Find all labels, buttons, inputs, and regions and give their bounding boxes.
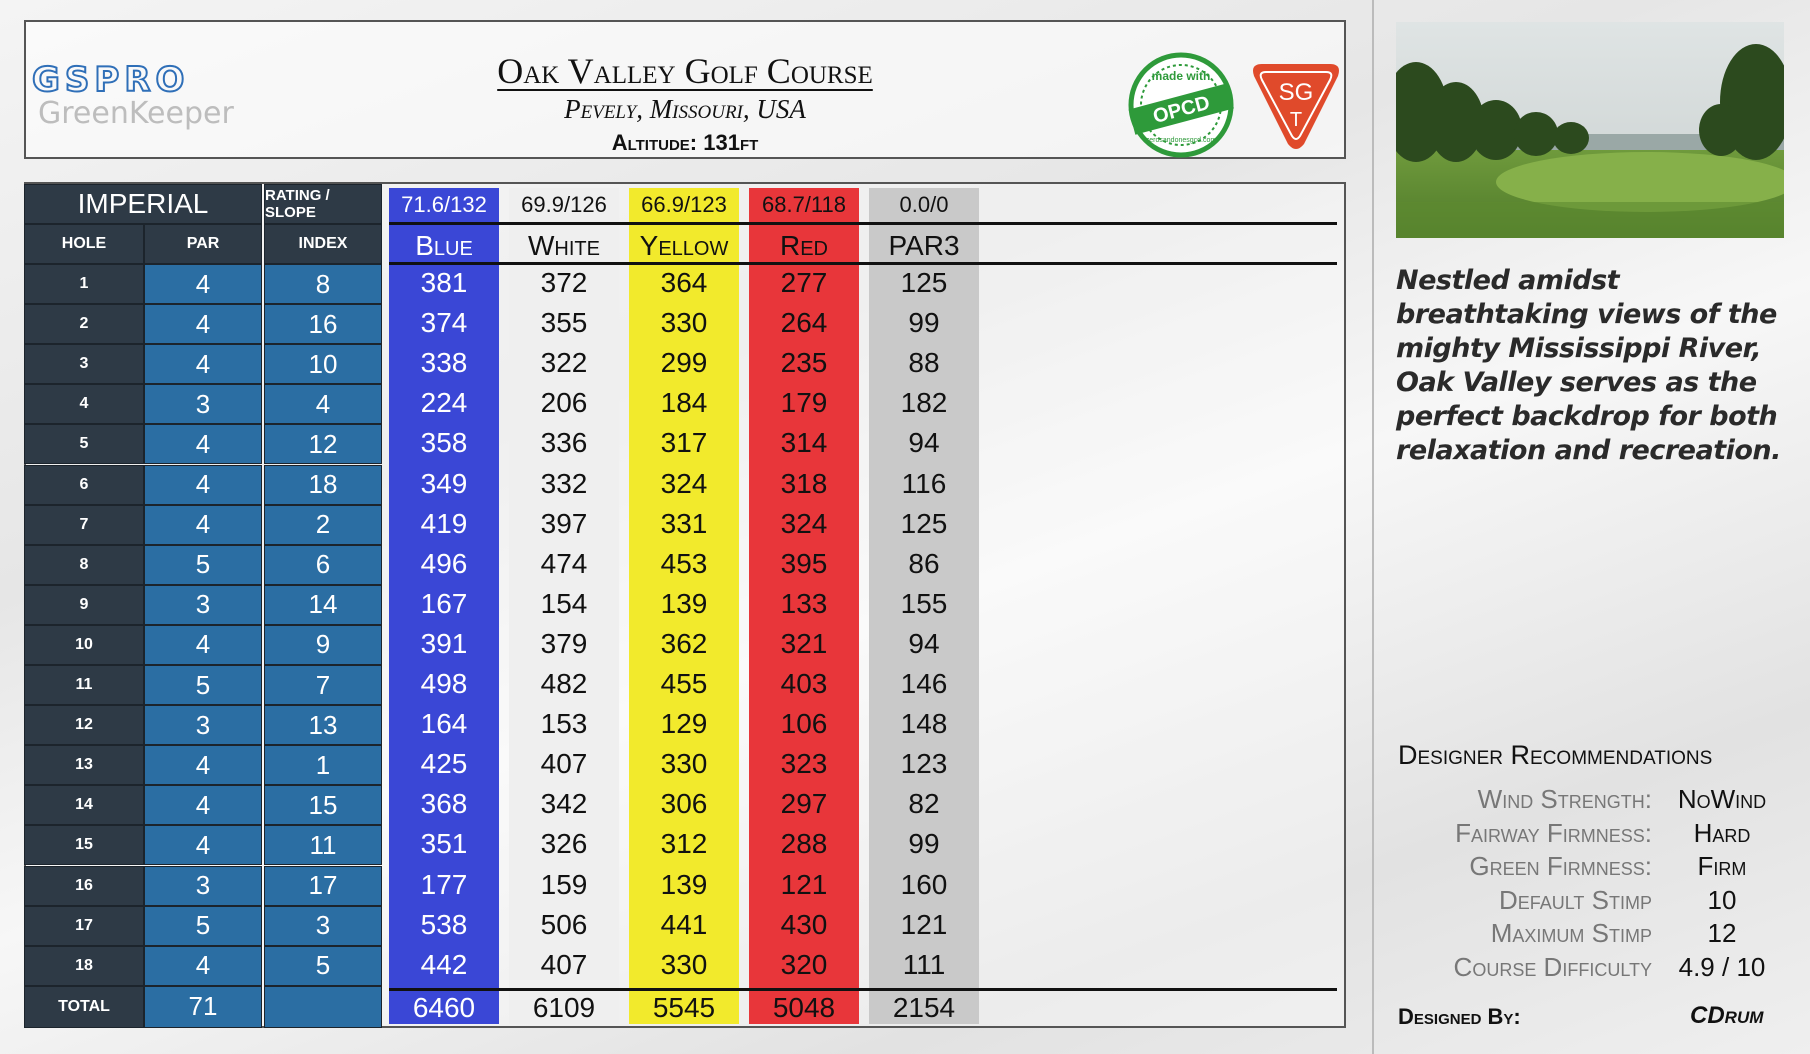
designed-by-label: Designed By: <box>1398 1004 1521 1029</box>
hole-number: 3 <box>24 344 144 384</box>
hole-yardage: 160 <box>900 868 948 900</box>
hole-yardage: 351 <box>420 828 468 860</box>
header-rule-bottom <box>389 262 1337 265</box>
hole-index: 18 <box>264 465 382 505</box>
hole-yardage: 358 <box>420 427 468 459</box>
hole-number: 17 <box>24 906 144 946</box>
recommendation-value: 12 <box>1707 918 1737 948</box>
hole-yardage: 99 <box>908 828 940 860</box>
hole-yardage: 125 <box>900 267 948 298</box>
hole-par: 4 <box>144 946 262 986</box>
hole-number: 7 <box>24 505 144 545</box>
hole-index: 12 <box>264 424 382 464</box>
hole-yardage: 538 <box>420 908 468 940</box>
recommendation-label: Maximum Stimp <box>1490 918 1652 948</box>
svg-text:made with: made with <box>1151 69 1211 83</box>
hole-yardage: 306 <box>660 788 708 820</box>
hole-yardage: 482 <box>540 668 588 699</box>
svg-text:SG: SG <box>1278 79 1314 106</box>
recommendation-label: Default Stimp <box>1498 884 1652 915</box>
hole-yardage: 321 <box>780 627 828 659</box>
recommendation-label: Wind Strength: <box>1477 784 1652 814</box>
hole-yardage: 419 <box>420 507 468 539</box>
hole-index: 4 <box>264 384 382 424</box>
hole-number: 1 <box>24 264 144 304</box>
hole-yardage: 330 <box>660 748 708 780</box>
hole-yardage: 125 <box>900 507 948 539</box>
hole-par: 3 <box>144 866 262 906</box>
hole-yardage: 184 <box>660 387 708 419</box>
hole-yardage: 442 <box>420 948 468 980</box>
par-total: 71 <box>144 986 262 1028</box>
hole-number: 15 <box>24 825 144 865</box>
hole-number: 16 <box>24 866 144 906</box>
hole-number: 13 <box>24 745 144 785</box>
hole-yardage: 235 <box>780 347 828 379</box>
tee-total-yardage: 5048 <box>772 991 836 1023</box>
tee-name: Yellow <box>639 230 729 261</box>
hole-yardage: 148 <box>900 708 948 740</box>
tee-rating-slope: 66.9/123 <box>641 192 727 217</box>
hole-yardage: 297 <box>780 788 828 820</box>
hole-yardage: 123 <box>900 748 948 780</box>
hole-yardage: 324 <box>780 507 828 539</box>
hole-par: 4 <box>144 505 262 545</box>
hole-yardage: 179 <box>780 387 828 419</box>
hole-index: 7 <box>264 665 382 705</box>
hole-par: 4 <box>144 304 262 344</box>
course-location: Pevely, Missouri, USA <box>564 94 806 124</box>
hole-yardage: 116 <box>901 467 947 499</box>
hole-yardage: 403 <box>780 668 828 699</box>
total-label: TOTAL <box>24 986 144 1028</box>
svg-text:T: T <box>1289 109 1303 131</box>
hole-number: 2 <box>24 304 144 344</box>
hole-yardage: 106 <box>780 708 828 740</box>
recommendation-value: 10 <box>1707 884 1737 915</box>
hole-number: 8 <box>24 545 144 585</box>
hole-yardage: 407 <box>540 948 588 980</box>
hole-yardage: 206 <box>540 387 588 419</box>
hole-yardage: 264 <box>780 307 828 339</box>
course-photo <box>1396 22 1784 238</box>
tee-column-white <box>509 188 619 1024</box>
hole-yardage: 430 <box>780 908 828 940</box>
recommendation-label: Fairway Firmness: <box>1455 817 1652 848</box>
hole-yardage: 391 <box>420 627 468 659</box>
hole-yardage: 155 <box>900 587 948 619</box>
hole-yardage: 224 <box>420 387 468 419</box>
hole-yardage: 355 <box>540 307 588 339</box>
hole-yardage: 395 <box>780 547 828 579</box>
hole-par: 4 <box>144 465 262 505</box>
hole-par: 4 <box>144 424 262 464</box>
hole-index: 16 <box>264 304 382 344</box>
tee-total-yardage: 6109 <box>532 991 596 1023</box>
hole-yardage: 164 <box>420 708 468 740</box>
tee-total-yardage: 6460 <box>412 991 476 1023</box>
hole-yardage: 326 <box>540 828 588 860</box>
hole-yardage: 154 <box>540 587 588 619</box>
hole-yardage: 474 <box>540 547 588 579</box>
sgt-logo-icon <box>1248 60 1344 152</box>
hole-index: 9 <box>264 625 382 665</box>
hole-yardage: 397 <box>540 507 588 539</box>
course-altitude: Altitude: 131ft <box>611 130 759 155</box>
hole-number: 12 <box>24 705 144 745</box>
hole-yardage: 146 <box>900 668 948 699</box>
hole-par: 3 <box>144 585 262 625</box>
hole-index: 2 <box>264 505 382 545</box>
tee-name: White <box>528 230 600 261</box>
recommendation-label: Green Firmness: <box>1469 851 1652 881</box>
designer-name: CDrum <box>1690 1002 1764 1029</box>
header-rule-top <box>389 222 1337 225</box>
hole-par: 4 <box>144 825 262 865</box>
recommendation-value: NoWind <box>1677 784 1767 814</box>
hole-yardage: 312 <box>660 828 708 860</box>
hole-yardage: 455 <box>660 668 708 699</box>
hole-par: 4 <box>144 785 262 825</box>
hole-yardage: 82 <box>908 788 940 820</box>
hole-par: 5 <box>144 665 262 705</box>
hole-yardage: 99 <box>908 307 940 339</box>
course-title: Oak Valley Golf Course <box>497 51 873 91</box>
hole-index: 1 <box>264 745 382 785</box>
hole-yardage: 322 <box>540 347 588 379</box>
hole-yardage: 498 <box>420 668 468 699</box>
opcd-badge-icon <box>1126 50 1236 160</box>
hole-yardage: 288 <box>780 828 828 860</box>
hole-yardage: 94 <box>908 627 940 659</box>
hole-yardage: 299 <box>660 347 708 379</box>
hole-yardage: 133 <box>780 587 828 619</box>
hole-yardage: 182 <box>900 387 948 419</box>
hole-index: 8 <box>264 264 382 304</box>
tee-rating-slope: 69.9/126 <box>521 192 607 217</box>
hole-par: 4 <box>144 745 262 785</box>
tee-total-yardage: 5545 <box>652 991 716 1023</box>
hole-number: 5 <box>24 424 144 464</box>
hole-yardage: 318 <box>780 467 828 499</box>
hole-yardage: 277 <box>780 267 828 298</box>
greenkeeper-logo: GreenKeeper <box>38 96 234 131</box>
hole-yardage: 177 <box>420 868 468 900</box>
hole-yardage: 121 <box>900 908 948 940</box>
hole-par: 4 <box>144 344 262 384</box>
hole-yardage: 167 <box>420 587 468 619</box>
hole-index: 17 <box>264 866 382 906</box>
hole-yardage: 364 <box>660 267 708 298</box>
hole-number: 10 <box>24 625 144 665</box>
hole-yardage: 323 <box>780 748 828 780</box>
hole-number: 18 <box>24 946 144 986</box>
hole-yardage: 314 <box>780 427 828 459</box>
hole-index: 3 <box>264 906 382 946</box>
hole-yardage: 453 <box>660 547 708 579</box>
hole-yardage: 368 <box>420 788 468 820</box>
panel-divider <box>1372 0 1374 1054</box>
hole-yardage: 381 <box>420 267 468 298</box>
recommendation-value: Hard <box>1693 817 1751 848</box>
tee-column-yellow <box>629 188 739 1024</box>
tee-name: PAR3 <box>888 230 960 261</box>
hole-par: 4 <box>144 625 262 665</box>
recommendation-value: 4.9 / 10 <box>1678 951 1766 982</box>
hole-index: 11 <box>264 825 382 865</box>
tee-rating-slope: 71.6/132 <box>401 192 487 217</box>
hole-yardage: 317 <box>660 427 708 459</box>
tee-name: Red <box>779 230 828 261</box>
hole-yardage: 362 <box>660 627 708 659</box>
hole-index: 5 <box>264 946 382 986</box>
tee-rating-slope: 68.7/118 <box>761 192 846 217</box>
hole-yardage: 94 <box>908 427 940 459</box>
hole-yardage: 159 <box>540 868 588 900</box>
svg-text:zerosandonesgcd.com: zerosandonesgcd.com <box>1145 137 1217 144</box>
hole-yardage: 88 <box>908 347 940 379</box>
hole-par: 4 <box>144 264 262 304</box>
tee-rating-slope: 0.0/0 <box>899 192 949 217</box>
hole-yardage: 342 <box>540 788 588 820</box>
hole-index: 10 <box>264 344 382 384</box>
hole-yardage: 320 <box>780 948 828 980</box>
tee-total-yardage: 2154 <box>892 991 956 1023</box>
hole-yardage: 111 <box>902 948 946 980</box>
hole-yardage: 129 <box>660 708 708 740</box>
hole-yardage: 331 <box>660 507 708 539</box>
hole-yardage: 379 <box>540 627 588 659</box>
hole-yardage: 425 <box>420 748 468 780</box>
hole-yardage: 153 <box>540 708 588 740</box>
hole-index: 6 <box>264 545 382 585</box>
hole-yardage: 349 <box>420 467 468 499</box>
course-description: Nestled amidst breathtaking views of the mighty Mississippi River, Oak Valley serves as the perfect backdrop for both relaxation and recreation. <box>1396 265 1781 466</box>
hole-index: 13 <box>264 705 382 745</box>
hole-par: 3 <box>144 384 262 424</box>
gspro-logo: GSPRO <box>32 60 190 100</box>
hole-par: 3 <box>144 705 262 745</box>
hole-yardage: 139 <box>660 587 708 619</box>
hole-par: 5 <box>144 545 262 585</box>
hole-yardage: 332 <box>540 467 588 499</box>
hole-yardage: 121 <box>780 868 828 900</box>
hole-yardage: 441 <box>660 908 708 940</box>
hole-number: 6 <box>24 465 144 505</box>
designer-recommendations-title: Designer Recommendations <box>1398 740 1713 770</box>
hole-yardage: 324 <box>660 467 708 499</box>
tee-column-blue <box>389 188 499 1024</box>
recommendation-label: Course Difficulty <box>1453 951 1652 982</box>
hole-yardage: 374 <box>420 307 468 339</box>
hole-yardage: 330 <box>660 948 708 980</box>
tee-column-red <box>749 188 859 1024</box>
hole-yardage: 338 <box>420 347 468 379</box>
hole-number: 11 <box>24 665 144 705</box>
hole-yardage: 330 <box>660 307 708 339</box>
col-header-index: INDEX <box>264 224 382 264</box>
hole-yardage: 86 <box>908 547 940 579</box>
recommendation-value: Firm <box>1697 851 1747 881</box>
hole-number: 9 <box>24 585 144 625</box>
hole-yardage: 506 <box>540 908 588 940</box>
hole-yardage: 496 <box>420 547 468 579</box>
hole-yardage: 139 <box>660 868 708 900</box>
svg-text:OPCD: OPCD <box>1150 91 1213 129</box>
hole-number: 14 <box>24 785 144 825</box>
hole-yardage: 407 <box>540 748 588 780</box>
course-header <box>24 20 1346 159</box>
hole-par: 5 <box>144 906 262 946</box>
hole-index: 15 <box>264 785 382 825</box>
units-label: IMPERIAL <box>24 184 262 224</box>
hole-index: 14 <box>264 585 382 625</box>
col-header-hole: HOLE <box>24 224 144 264</box>
rating-slope-label: RATING / SLOPE <box>264 184 382 224</box>
hole-yardage: 336 <box>540 427 588 459</box>
total-rule <box>389 988 1337 991</box>
hole-number: 4 <box>24 384 144 424</box>
tee-column-par3 <box>869 188 979 1024</box>
hole-yardage: 372 <box>540 267 588 298</box>
tee-name: Blue <box>415 230 473 261</box>
col-header-par: PAR <box>144 224 262 264</box>
index-total <box>264 986 382 1028</box>
